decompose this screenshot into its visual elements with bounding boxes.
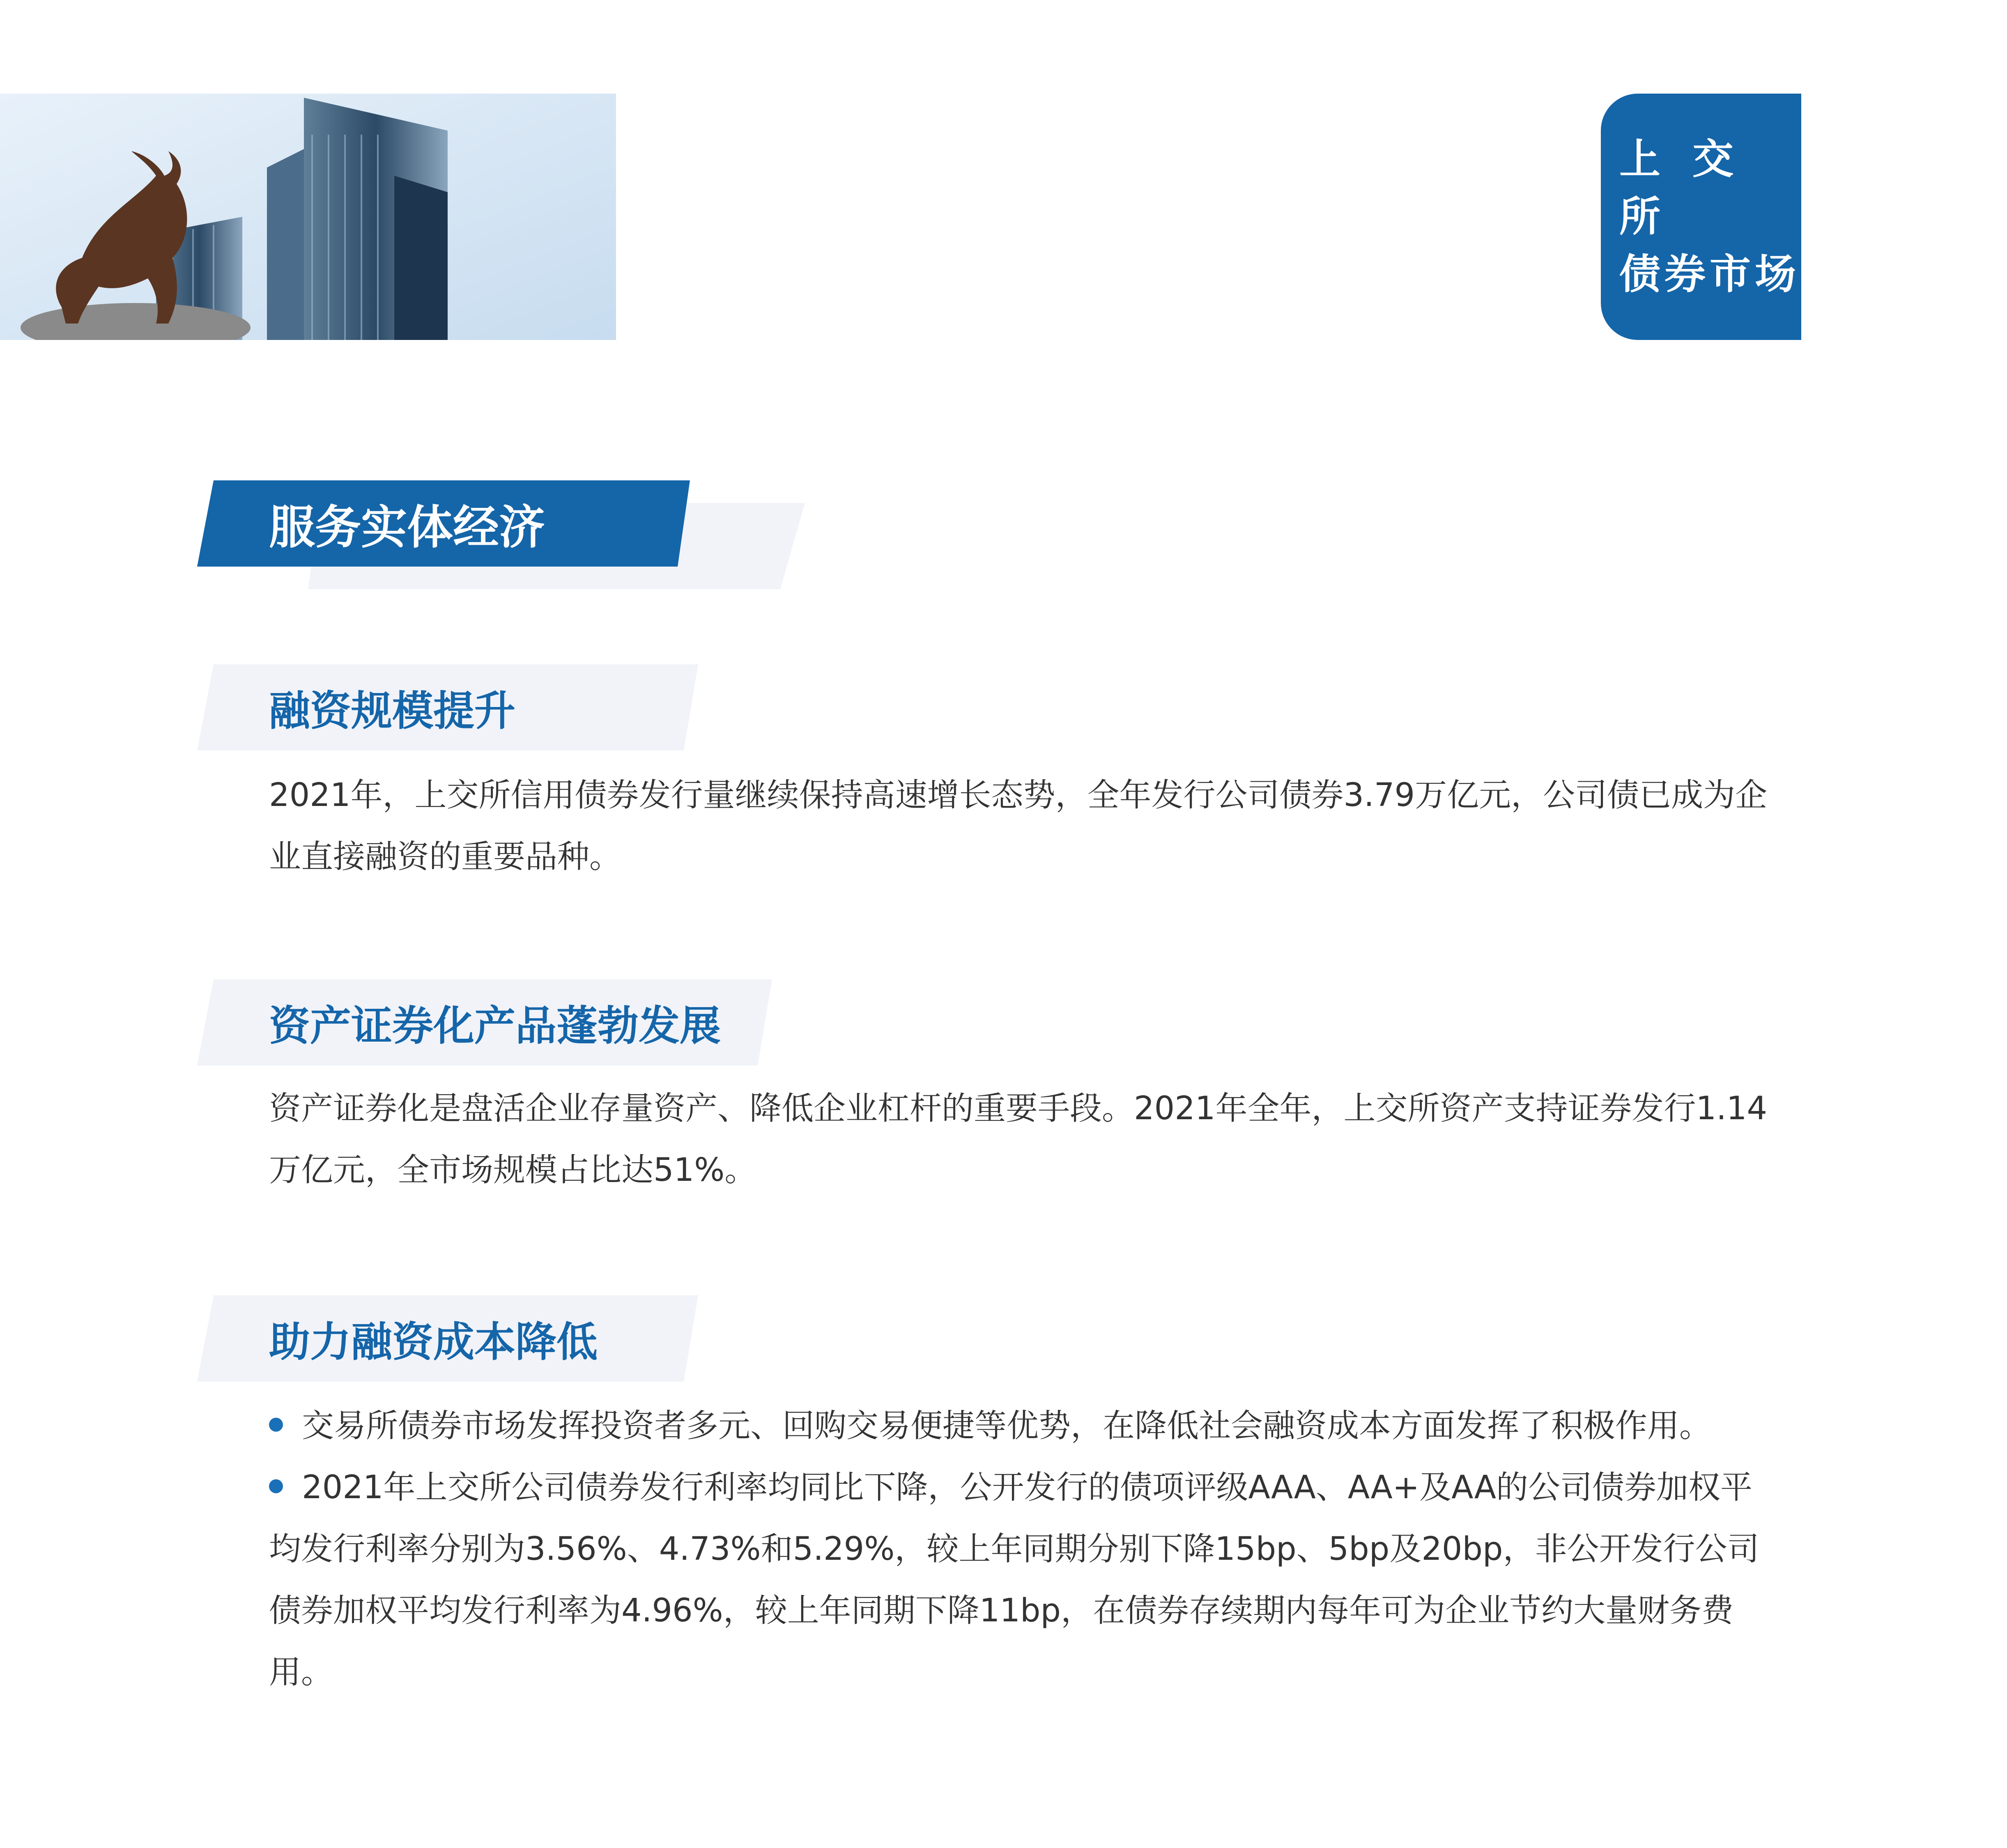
subsection-title-abs: 资产证券化产品蓬勃发展 (269, 1002, 721, 1050)
subsection-title-cost-reduction: 助力融资成本降低 (269, 1318, 598, 1366)
bullet-item (269, 1457, 1772, 1703)
bullet-list-cost-reduction (269, 1395, 1772, 1703)
paragraph-abs: 资产证券化是盘活企业存量资产、降低企业杠杆的重要手段。2021年全年，上交所资产支持证券发行1.14万亿元，全市场规模占比达51%。 (269, 1090, 1768, 1189)
brand-label-bond-market: 债券市场 (1619, 250, 1800, 298)
section-title: 服务实体经济 (269, 500, 545, 554)
subsection-title-financing-scale: 融资规模提升 (269, 687, 515, 735)
bullet-item (269, 1395, 1772, 1457)
bullet-dot-icon (269, 1418, 283, 1432)
paragraph-financing-scale: 2021年，上交所信用债券发行量继续保持高速增长态势，全年发行公司债券3.79万亿元，公司债已成为企业直接融资的重要品种。 (269, 777, 1768, 875)
brand-label-sse: 上交所 (1619, 135, 1766, 241)
bullet-dot-icon (269, 1479, 283, 1493)
page-title: 债券市场发展战略 (977, 182, 1555, 264)
bullet-text: 2021年上交所公司债券发行利率均同比下降，公开发行的债项评级AAA、AA+及AA的公司债券加权平均发行利率分别为3.56%、4.73%和5.29%，较上年同期分别下降15bp、5bp及20bp，非公开发行公司债券加权平均发行利率为4.96%，较上年同期下降11bp，在债券存续期内每年可为企业节约大量财务费用。 (269, 1469, 1759, 1691)
bullet-text: 交易所债券市场发挥投资者多元、回购交易便捷等优势，在降低社会融资成本方面发挥了积极作用。 (302, 1407, 1712, 1444)
brand-tab (1601, 94, 1801, 340)
